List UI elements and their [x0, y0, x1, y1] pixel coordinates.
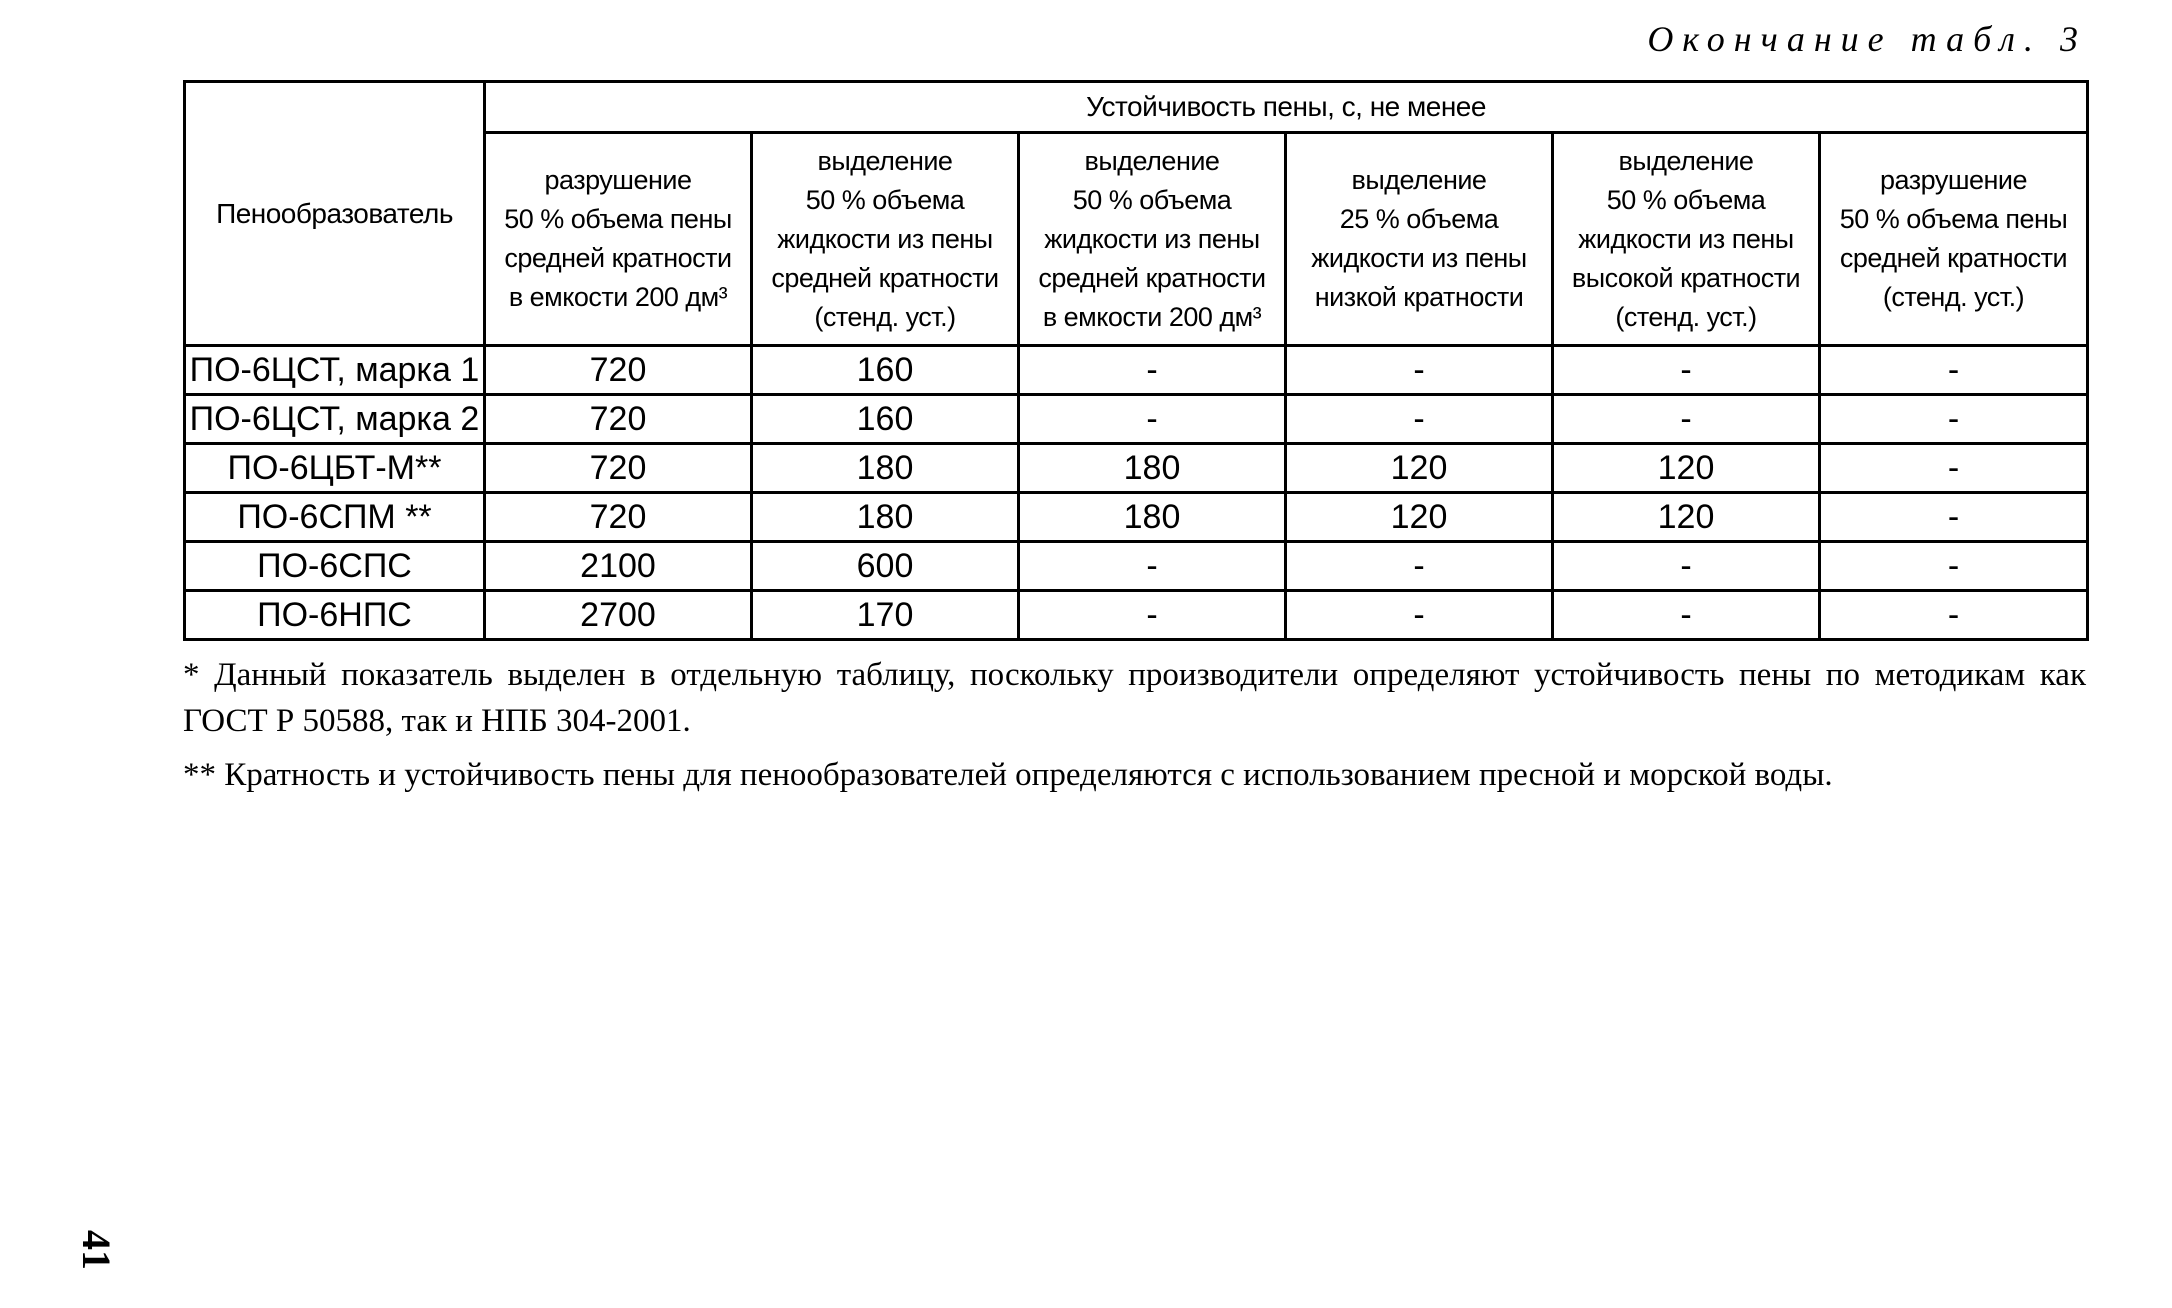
stability-value: 180 — [1019, 444, 1286, 493]
stability-value: - — [1019, 542, 1286, 591]
stability-value: 120 — [1553, 493, 1820, 542]
stability-value: - — [1820, 346, 2088, 395]
stability-value: 720 — [485, 493, 752, 542]
footnote-double-star: ** Кратность и устойчивость пены для пенообразователей определяются с использованием пресной и морской воды. — [183, 757, 1833, 793]
column-header-line: (стенд. уст.) — [814, 301, 956, 332]
foaming-agent-name: ПО-6ЦСТ, марка 1 — [185, 346, 485, 395]
stability-value: 720 — [485, 395, 752, 444]
foam-stability-table — [183, 80, 2089, 641]
foaming-agent-name: ПО-6СПС — [185, 542, 485, 591]
column-header-line: выделение — [1618, 145, 1754, 176]
column-header-5 — [1553, 133, 1820, 346]
stability-value: - — [1286, 591, 1553, 640]
column-header-line: разрушение — [544, 165, 692, 195]
stability-value: - — [1820, 493, 2088, 542]
stability-value: - — [1019, 346, 1286, 395]
stability-value: 170 — [752, 591, 1019, 640]
stability-value: - — [1820, 542, 2088, 591]
column-header-line: 50 % объема пены — [1839, 204, 2068, 234]
stability-value: 180 — [1019, 493, 1286, 542]
column-header-line: низкой кратности — [1314, 282, 1524, 312]
column-header-line: жидкости из пены — [1044, 223, 1260, 254]
stability-group-header: Устойчивость пены, с, не менее — [485, 82, 2088, 133]
column-header-line: выделение — [1084, 145, 1220, 176]
footnote-single-star: * Данный показатель выделен в отдельную таблицу, поскольку производители определяют устойчивость пены по методикам как ГОСТ Р 50588, так и НПБ 304-2001. — [183, 657, 2086, 739]
column-header-line: в емкости 200 дм³ — [1042, 301, 1262, 332]
foaming-agent-name: ПО-6НПС — [185, 591, 485, 640]
stability-value: 180 — [752, 493, 1019, 542]
column-header-line: высокой кратности — [1571, 262, 1801, 293]
stability-value: 600 — [752, 542, 1019, 591]
foaming-agent-header: Пенообразователь — [185, 82, 485, 346]
stability-value: - — [1553, 395, 1820, 444]
stability-value: 120 — [1286, 444, 1553, 493]
stability-value: - — [1286, 542, 1553, 591]
table-row — [185, 493, 2088, 542]
column-header-line: 25 % объема — [1339, 204, 1499, 234]
stability-value: - — [1019, 395, 1286, 444]
column-header-line: выделение — [817, 145, 953, 176]
column-header-line: (стенд. уст.) — [1615, 301, 1757, 332]
stability-value: - — [1820, 444, 2088, 493]
footnotes — [183, 652, 2086, 806]
column-header-1 — [485, 133, 752, 346]
column-header-line: средней кратности — [504, 243, 732, 273]
stability-value: - — [1286, 346, 1553, 395]
foaming-agent-name: ПО-6ЦСТ, марка 2 — [185, 395, 485, 444]
stability-value: - — [1553, 591, 1820, 640]
table-row — [185, 395, 2088, 444]
column-header-2 — [752, 133, 1019, 346]
column-header-line: разрушение — [1880, 165, 2028, 195]
table-continuation-label: Окончание табл. 3 — [1647, 19, 2087, 59]
stability-value: - — [1820, 395, 2088, 444]
column-header-line: средней кратности — [1839, 243, 2068, 273]
column-header-6 — [1820, 133, 2088, 346]
column-header-3 — [1019, 133, 1286, 346]
table-row — [185, 591, 2088, 640]
stability-value: - — [1553, 346, 1820, 395]
stability-value: 160 — [752, 395, 1019, 444]
page-number: 41 — [74, 1230, 119, 1270]
column-header-line: (стенд. уст.) — [1882, 282, 2025, 312]
stability-value: - — [1286, 395, 1553, 444]
column-header-line: 50 % объема — [1606, 184, 1766, 215]
column-header-line: 50 % объема — [805, 184, 965, 215]
stability-value: 120 — [1553, 444, 1820, 493]
table-row — [185, 346, 2088, 395]
stability-value: 720 — [485, 444, 752, 493]
column-header-line: 50 % объема пены — [504, 204, 732, 234]
stability-value: - — [1019, 591, 1286, 640]
foaming-agent-name: ПО-6СПМ ** — [185, 493, 485, 542]
foaming-agent-name: ПО-6ЦБТ-М** — [185, 444, 485, 493]
column-header-line: средней кратности — [771, 262, 999, 293]
table-row — [185, 542, 2088, 591]
column-header-line: 50 % объема — [1072, 184, 1232, 215]
stability-value: 720 — [485, 346, 752, 395]
stability-value: - — [1820, 591, 2088, 640]
column-header-line: средней кратности — [1038, 262, 1266, 293]
stability-value: 180 — [752, 444, 1019, 493]
column-header-4 — [1286, 133, 1553, 346]
column-header-line: в емкости 200 дм³ — [508, 282, 728, 312]
stability-value: 120 — [1286, 493, 1553, 542]
column-header-line: жидкости из пены — [777, 223, 993, 254]
column-header-line: выделение — [1351, 165, 1487, 195]
stability-value: 2100 — [485, 542, 752, 591]
stability-value: 160 — [752, 346, 1019, 395]
column-header-line: жидкости из пены — [1311, 243, 1527, 273]
table-body — [185, 346, 2088, 640]
stability-value: 2700 — [485, 591, 752, 640]
column-header-line: жидкости из пены — [1578, 223, 1794, 254]
stability-value: - — [1553, 542, 1820, 591]
table-row — [185, 444, 2088, 493]
